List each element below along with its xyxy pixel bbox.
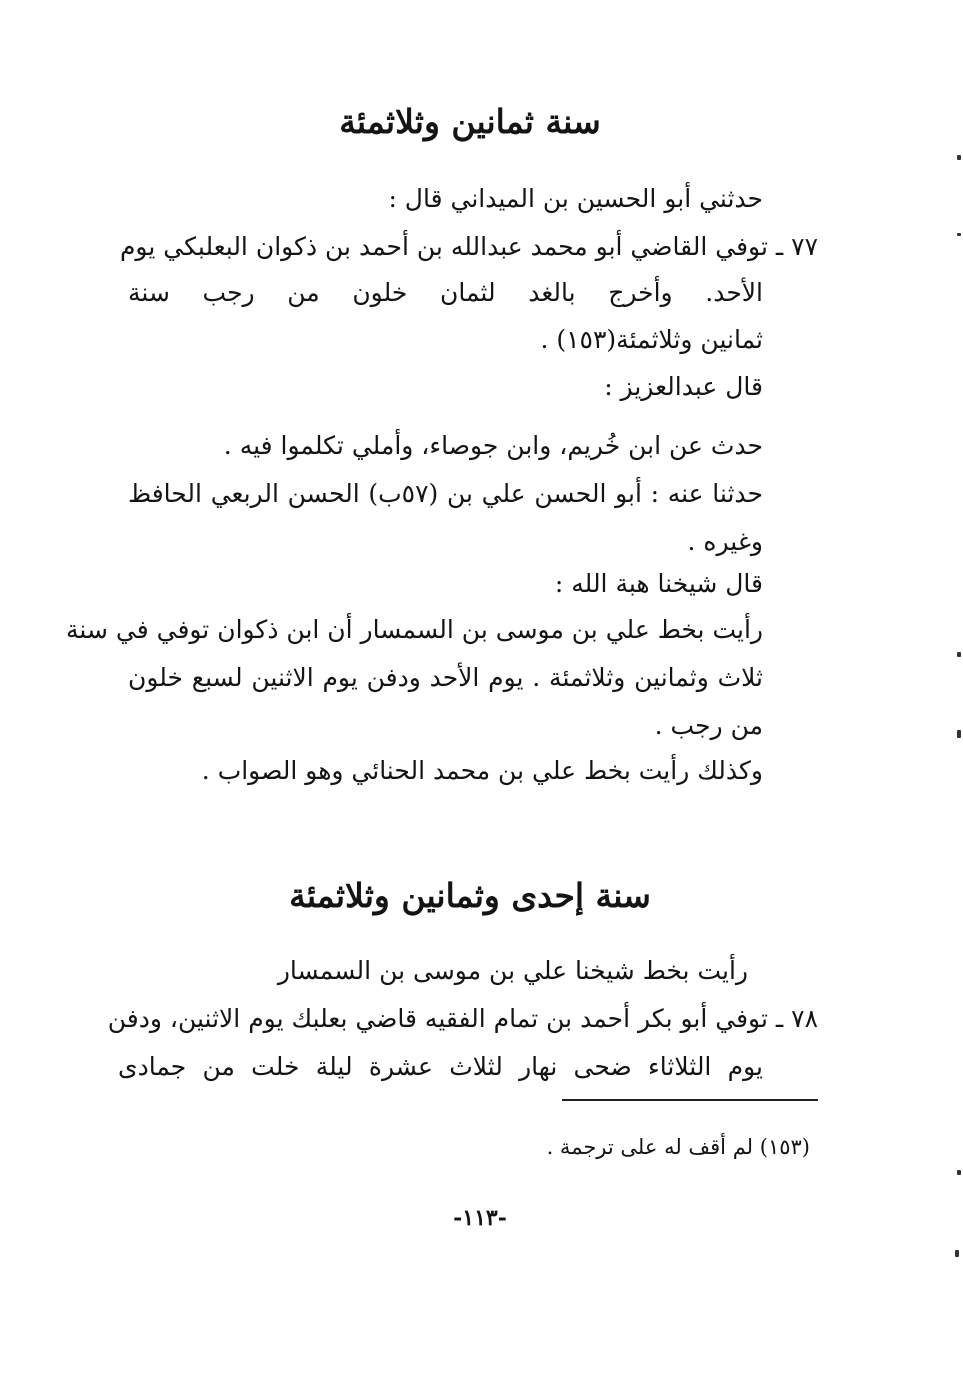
paragraph-line: الأحد. وأخرج بالغد لثمان خلون من رجب سنة	[128, 278, 763, 307]
paragraph-line: رأيت بخط شيخنا علي بن موسى بن السمسار	[277, 956, 748, 985]
scan-speck	[957, 1170, 961, 1175]
section-heading: سنة ثمانين وثلاثمئة	[339, 102, 601, 141]
paragraph-line: حدثنا عنه : أبو الحسن علي بن (٥٧ب) الحسن الربعي الحافظ	[128, 479, 763, 508]
scan-speck	[957, 730, 961, 738]
paragraph-line: قال عبدالعزيز :	[604, 372, 763, 401]
entry-77-line: ٧٧ ـ توفي القاضي أبو محمد عبدالله بن أحمد بن ذكوان البعلبكي يوم	[119, 232, 818, 261]
paragraph-line: رأيت بخط علي بن موسى بن السمسار أن ابن ذكوان توفي في سنة	[66, 615, 763, 644]
scan-speck	[957, 155, 961, 160]
page-number: -١١٣-	[453, 1205, 507, 1231]
paragraph-line: يوم الثلاثاء ضحى نهار لثلاث عشرة ليلة خلت من جمادى	[118, 1052, 763, 1081]
entry-78-line: ٧٨ ـ توفي أبو بكر أحمد بن تمام الفقيه قاضي بعلبك يوم الاثنين، ودفن	[107, 1004, 818, 1033]
paragraph-line: من رجب .	[654, 711, 763, 740]
paragraph-line: حدثني أبو الحسين بن الميداني قال :	[388, 184, 763, 213]
paragraph-line: حدث عن ابن خُريم، وابن جوصاء، وأملي تكلموا فيه .	[223, 431, 763, 460]
footnote-divider	[562, 1099, 818, 1101]
paragraph-line: وغيره .	[687, 527, 763, 556]
scan-speck	[957, 652, 961, 657]
section-heading: سنة إحدى وثمانين وثلاثمئة	[289, 876, 651, 915]
footnote: (١٥٣) لم أقف له على ترجمة .	[546, 1135, 810, 1159]
paragraph-line: ثلاث وثمانين وثلاثمئة . يوم الأحد ودفن يوم الاثنين لسبع خلون	[128, 663, 763, 692]
paragraph-line: قال شيخنا هبة الله :	[554, 569, 763, 598]
paragraph-line: ثمانين وثلاثمئة(١٥٣) .	[540, 325, 763, 354]
scan-speck	[957, 233, 961, 236]
scan-speck	[955, 1250, 959, 1257]
paragraph-line: وكذلك رأيت بخط علي بن محمد الحنائي وهو الصواب .	[201, 756, 763, 785]
